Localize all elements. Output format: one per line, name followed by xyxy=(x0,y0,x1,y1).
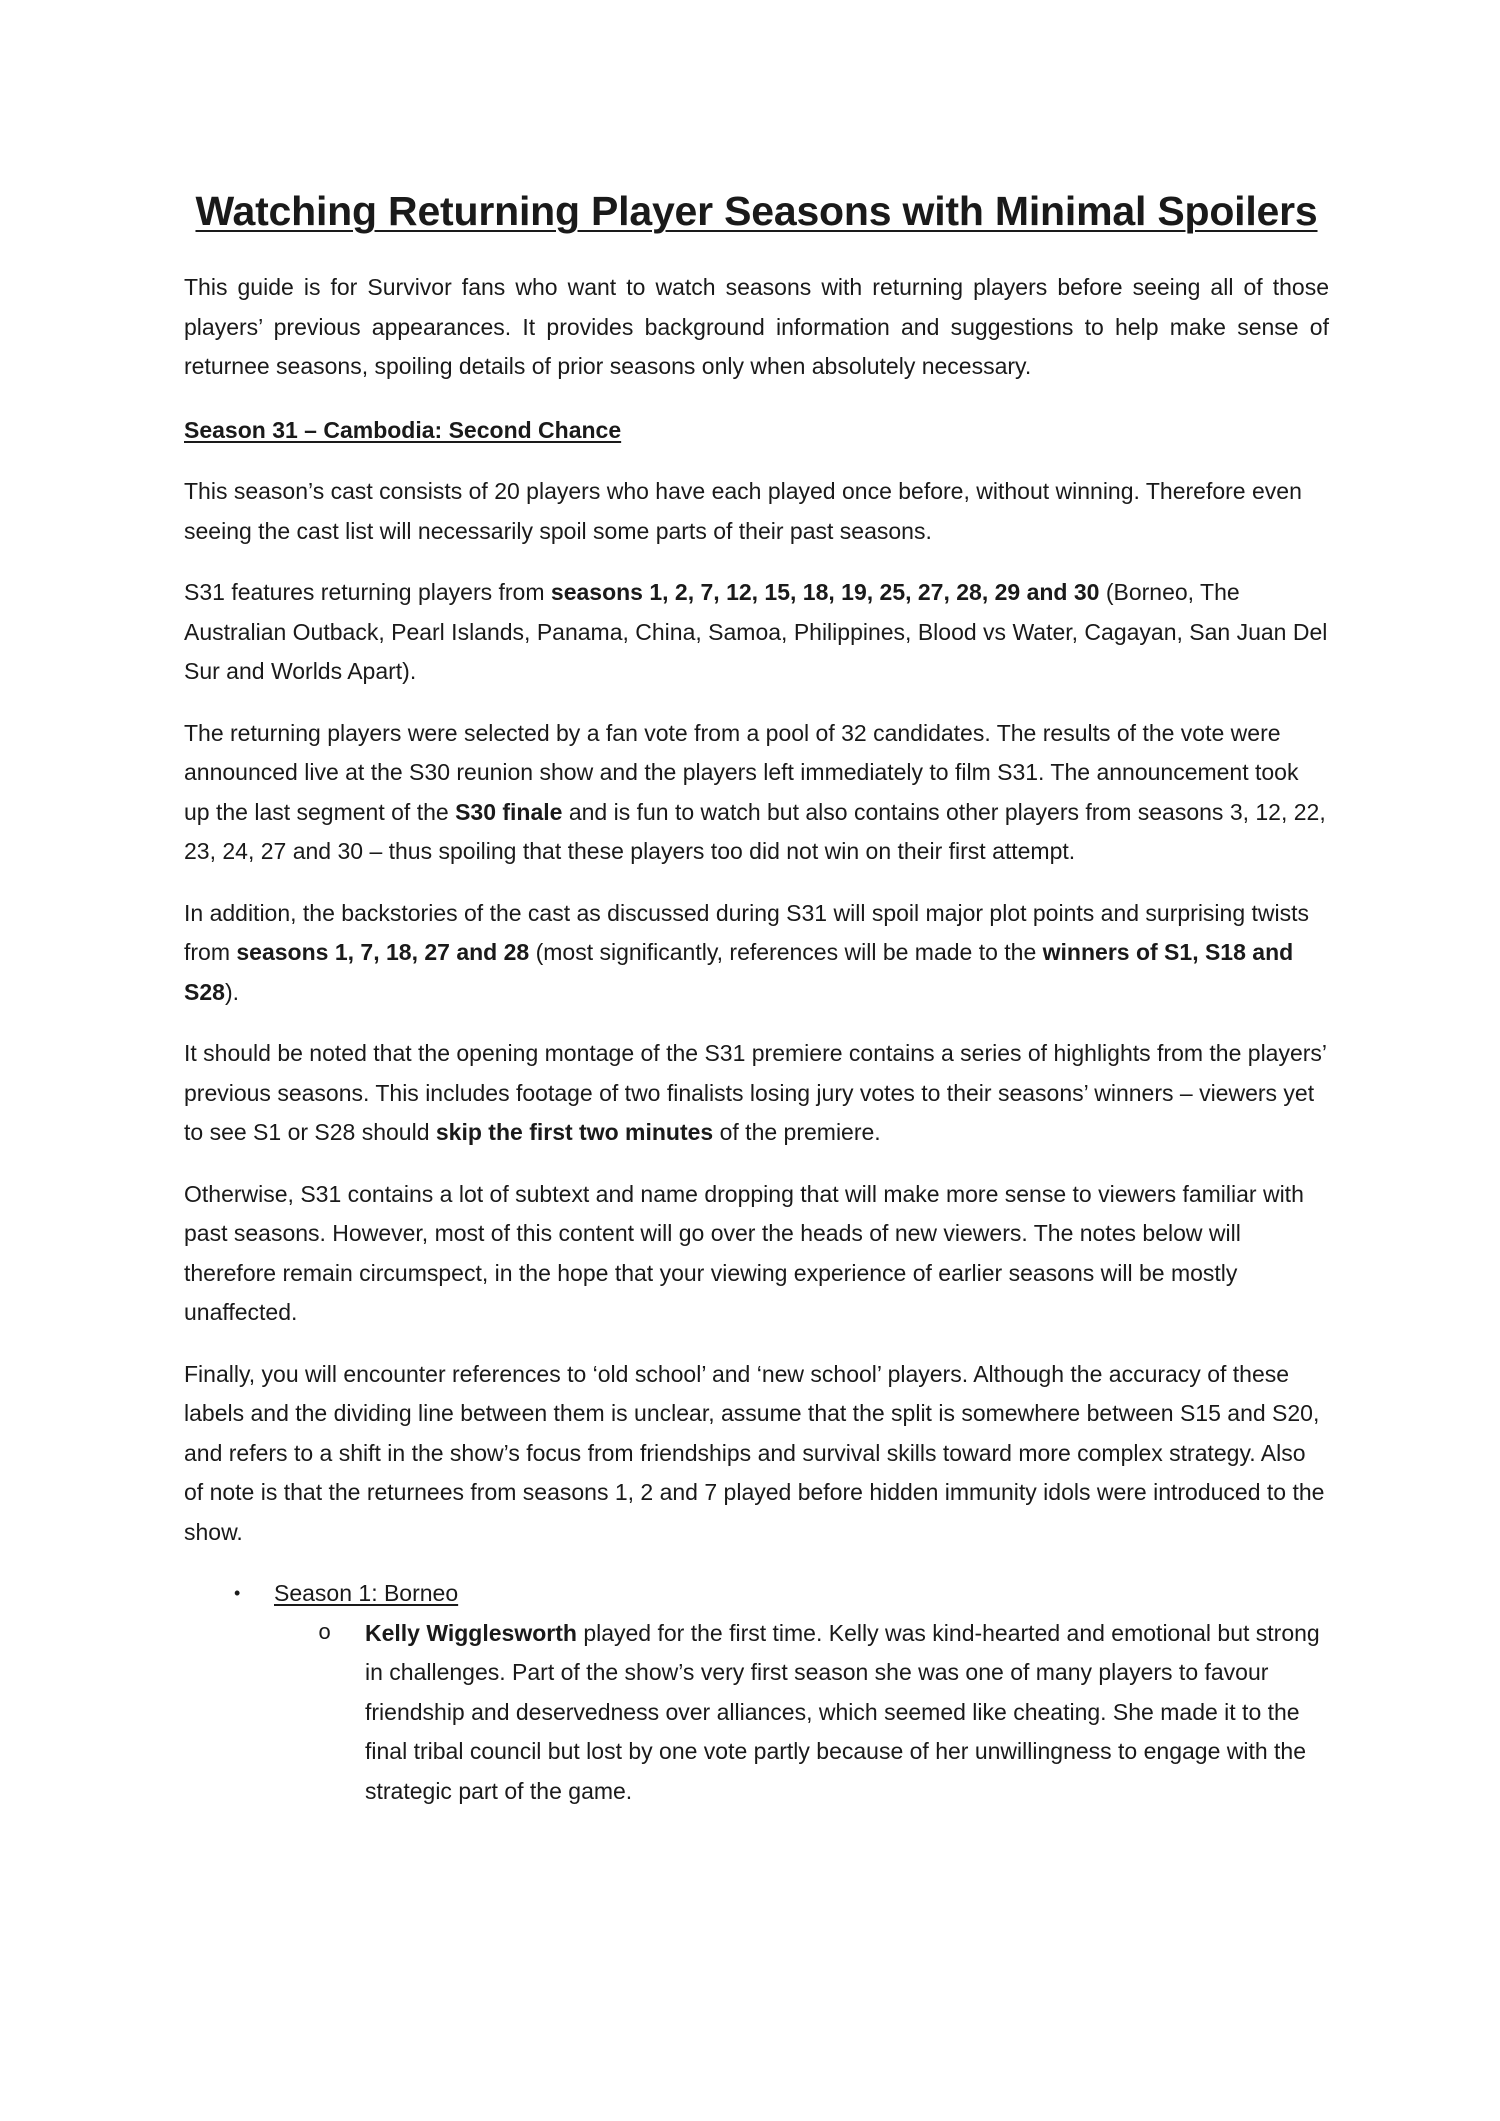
text-run: S31 features returning players from xyxy=(184,579,551,605)
player-name: Kelly Wigglesworth xyxy=(365,1619,577,1646)
circle-bullet-icon: o xyxy=(318,1620,332,1646)
intro-paragraph: This guide is for Survivor fans who want to watch seasons with returning players before seeing all of those players’ previous appearances. It provides background information and suggestions to help make sense of returnee seasons, spoiling details of prior seasons only when absolutely necessary. xyxy=(184,274,1329,379)
bold-run: seasons 1, 2, 7, 12, 15, 18, 19, 25, 27, 28, 29 and 30 xyxy=(550,579,1100,605)
text-run: ). xyxy=(224,978,239,1005)
section-heading: Season 31 – Cambodia: Second Chance xyxy=(184,416,622,443)
text-run: (Borneo, The Australian Outback, Pearl Islands, Panama, China, Samoa, Philippines, Blood vs Water, Cagayan, San Juan Del Sur and Worlds Apart). xyxy=(184,579,1328,684)
season-list xyxy=(184,1574,1329,1811)
old-new-school-paragraph: Finally, you will encounter references to ‘old school’ and ‘new school’ players. Although the accuracy of these labels and the dividing line between them is unclear, assume that the split is somewhere between S15 and S20, and refers to a shift in the show’s focus from friendships and survival skills toward more complex strategy. Also of note is that the returnees from seasons 1, 2 and 7 played before hidden immunity idols were introduced to the show. xyxy=(184,1360,1325,1545)
cast-paragraph: This season’s cast consists of 20 players who have each played once before, without winning. Therefore even seeing the cast list will necessarily spoil some parts of their past seasons. xyxy=(184,478,1302,544)
page-title: Watching Returning Player Seasons with Minimal Spoilers xyxy=(195,188,1318,234)
montage-paragraph xyxy=(184,1034,1329,1153)
backstories-paragraph xyxy=(184,894,1329,1013)
bold-run: winners of S1, S18 and S28 xyxy=(184,939,1294,1005)
bold-run: S30 finale xyxy=(455,798,563,825)
text-run: The returning players were selected by a fan vote from a pool of 32 candidates. The results of the vote were announced live at the S30 reunion show and the players left immediately to film S31. The announcement took up the last segment of the xyxy=(184,719,1299,825)
text-run: of the premiere. xyxy=(713,1119,881,1145)
subtext-paragraph: Otherwise, S31 contains a lot of subtext and name dropping that will make more sense to viewers familiar with past seasons. However, most of this content will go over the heads of new viewers. The notes below will therefore remain circumspect, in the hope that your viewing experience of earlier seasons will be mostly unaffected. xyxy=(184,1180,1304,1325)
document-page xyxy=(184,186,1329,1811)
text-run: and is fun to watch but also contains other players from seasons 3, 12, 22, 23, 24, 27 and 30 – thus spoiling that these players too did not win on their first attempt. xyxy=(184,798,1326,864)
list-item-label: Season 1: Borneo xyxy=(274,1580,459,1606)
text-run: (most significantly, references will be made to the xyxy=(529,939,1043,965)
returning-seasons-paragraph xyxy=(184,573,1329,692)
text-run: It should be noted that the opening montage of the S31 premiere contains a series of highlights from the players’ previous seasons. This includes footage of two finalists losing jury votes to their seasons’ winners – viewers yet to see S1 or S28 should xyxy=(184,1040,1327,1145)
list-item xyxy=(184,1574,1329,1614)
fan-vote-paragraph xyxy=(184,714,1329,872)
bold-run: skip the first two minutes xyxy=(435,1119,714,1145)
player-description: played for the first time. Kelly was kind-hearted and emotional but strong in challenges. Part of the show’s very first season she was one of many players to favour friendship and deservedness over alliances, which seemed like cheating. She made it to the final tribal council but lost by one vote partly because of her unwillingness to engage with the strategic part of the game. xyxy=(365,1619,1320,1804)
text-run: In addition, the backstories of the cast as discussed during S31 will spoil major plot points and surprising twists from xyxy=(184,899,1310,965)
bold-run: seasons 1, 7, 18, 27 and 28 xyxy=(236,939,530,965)
sub-list-item xyxy=(184,1614,1329,1812)
bullet-icon: • xyxy=(234,1583,241,1603)
